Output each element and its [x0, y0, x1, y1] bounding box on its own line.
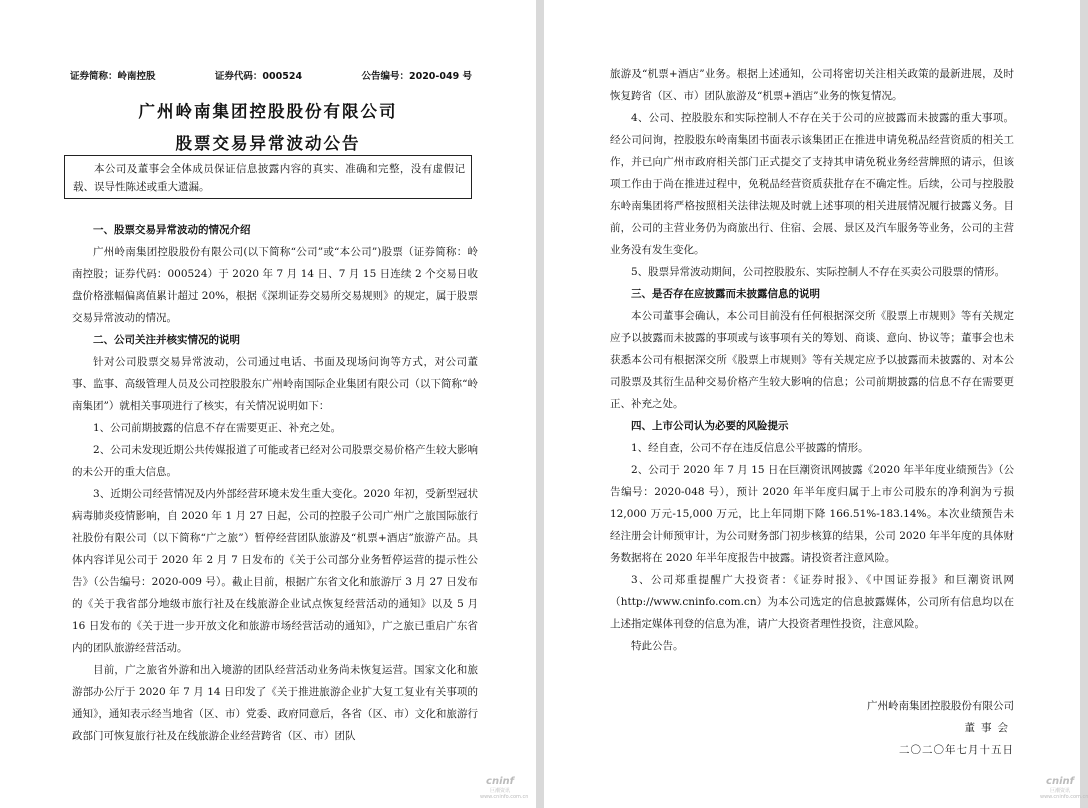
- section-heading: 二、公司关注并核实情况的说明: [93, 334, 240, 346]
- announcement-header: [70, 68, 472, 82]
- watermark-logo-text: cninf: [486, 776, 514, 787]
- paragraph: 针对公司股票交易异常波动，公司通过电话、书面及现场问询等方式，对公司董事、监事、高级管理人员及公司控股股东广州岭南国际企业集团有限公司（以下简称“岭南集团”）就相关事项进行了核实，有关情况说明如下：: [72, 356, 478, 412]
- paragraph: 特此公告。: [631, 640, 684, 652]
- section-heading: 四、上市公司认为必要的风险提示: [631, 420, 789, 432]
- watermark-logo-text: cninf: [1046, 776, 1074, 787]
- paragraph: 3、公司郑重提醒广大投资者：《证券时报》、《中国证券报》和巨潮资讯网（http://www.cninfo.com.cn）为本公司选定的信息披露媒体，公司所有信息均以在上述指定媒体刊登的信息为准，请广大投资者理性投资，注意风险。: [610, 574, 1014, 630]
- watermark-sub-text: 巨潮资讯 www.cninfo.com.cn: [480, 788, 529, 800]
- paragraph: 2、公司未发现近期公共传媒报道了可能或者已经对公司股票交易价格产生较大影响的未公开的重大信息。: [72, 444, 478, 478]
- paragraph: 2、公司于 2020 年 7 月 15 日在巨潮资讯网披露《2020 年半年度业绩预告》（公告编号：2020-048 号），预计 2020 年半年度归属于上市公司股东的净利润为亏损 12,000 万元-15,000 万元，比上年同期下降 166.51%-183.14%。本次业绩预告未经注册会计师预审计，为公司财务部门初步核算的结果，公司 2020 年半年度的具体财务数据将在 2020 年半年度报告中披露。请投资者注意风险。: [610, 464, 1014, 564]
- watermark-sub-text: 巨潮资讯 www.cninfo.com.cn: [1040, 788, 1088, 800]
- signature-company: 广州岭南集团控股股份有限公司: [867, 700, 1014, 712]
- paragraph: 目前，广之旅省外游和出入境游的团队经营活动业务尚未恢复运营。国家文化和旅游部办公厅于 2020 年 7 月 14 日印发了《关于推进旅游企业扩大复工复业有关事项的通知》，通知表示经当地省（区、市）党委、政府同意后，各省（区、市）文化和旅游行政部门可恢复旅行社及在线旅游企业经营跨省（区、市）团队: [72, 664, 478, 742]
- watermark-logo: [1040, 776, 1088, 800]
- stock-abbreviation: 证券简称：岭南控股: [70, 71, 156, 82]
- disclaimer-box: 本公司及董事会全体成员保证信息披露内容的真实、准确和完整，没有虚假记载、误导性陈述或重大遗漏。: [64, 155, 472, 199]
- left-page-body: [72, 219, 478, 747]
- section-heading: 一、股票交易异常波动的情况介绍: [93, 224, 251, 236]
- watermark-logo: [480, 776, 529, 800]
- paragraph: 3、近期公司经营情况及内外部经营环境未发生重大变化。2020 年初，受新型冠状病毒肺炎疫情影响，自 2020 年 1 月 27 日起，公司的控股子公司广州广之旅国际旅行社股份有限公司（以下简称“广之旅”）暂停经营团队旅游及“机票+酒店”旅游产品。具体内容详见公司于 2020 年 2 月 7 日发布的《关于公司部分业务暂停运营的提示性公告》（公告编号：2020-009 号）。截止目前，根据广东省文化和旅游厅 3 月 27 日发布的《关于我省部分地级市旅行社及在线旅游企业试点恢复经营活动的通知》以及 5 月 16 日发布的《关于进一步开放文化和旅游市场经营活动的通知》，广之旅已重启广东省内的团队旅游经营活动。: [72, 488, 478, 654]
- paragraph: 旅游及“机票+酒店”业务。根据上述通知，公司将密切关注相关政策的最新进展，及时恢复跨省（区、市）团队旅游及“机票+酒店”业务的恢复情况。: [610, 68, 1014, 102]
- paragraph: 4、公司、控股股东和实际控制人不存在关于公司的应披露而未披露的重大事项。经公司问询，控股股东岭南集团书面表示该集团正在推进申请免税品经营资质的相关工作，并已向广州市政府相关部门正式提交了支持其申请免税业务经营牌照的请示，但该项工作由于尚在推进过程中，免税品经营资质获批存在不确定性。后续，公司与控股股东岭南集团将严格按照相关法律法规及时就上述事项的相关进展情况履行披露义务。目前，公司的主营业务仍为商旅出行、住宿、会展、景区及汽车服务等业务，公司的主营业务没有发生变化。: [610, 112, 1014, 256]
- stock-code: 证券代码：000524: [214, 71, 303, 82]
- notice-number: 公告编号：2020-049 号: [361, 71, 472, 82]
- left-page: [0, 0, 536, 808]
- signature-date: 二〇二〇年七月十五日: [899, 744, 1014, 756]
- company-title: 广州岭南集团控股股份有限公司: [138, 102, 398, 121]
- paragraph: 1、公司前期披露的信息不存在需要更正、补充之处。: [93, 422, 342, 434]
- paragraph: 5、股票异常波动期间，公司控股股东、实际控制人不存在买卖公司股票的情形。: [631, 266, 1006, 278]
- section-heading: 三、是否存在应披露而未披露信息的说明: [631, 288, 820, 300]
- signature-board: 董事会: [964, 722, 1014, 734]
- paragraph: 1、经自查，公司不存在违反信息公平披露的情形。: [631, 442, 869, 454]
- paragraph: 本公司董事会确认，本公司目前没有任何根据深交所《股票上市规则》等有关规定应予以披露而未披露的事项或与该事项有关的筹划、商谈、意向、协议等；董事会也未获悉本公司有根据深交所《股票上市规则》等有关规定应予以披露而未披露的、对本公司股票及其衍生品种交易价格产生较大影响的信息；公司前期披露的信息不存在需要更正、补充之处。: [610, 310, 1014, 410]
- document-title: 股票交易异常波动公告: [175, 134, 361, 153]
- right-page-body: [610, 63, 1014, 657]
- paragraph: 广州岭南集团控股股份有限公司(以下简称“公司”或“本公司”)股票（证券简称：岭南控股；证券代码：000524）于 2020 年 7 月 14 日、7 月 15 日连续 2 个交易日收盘价格涨幅偏离值累计超过 20%，根据《深圳证券交易所交易规则》的规定，属于股票交易异常波动的情况。: [72, 246, 478, 324]
